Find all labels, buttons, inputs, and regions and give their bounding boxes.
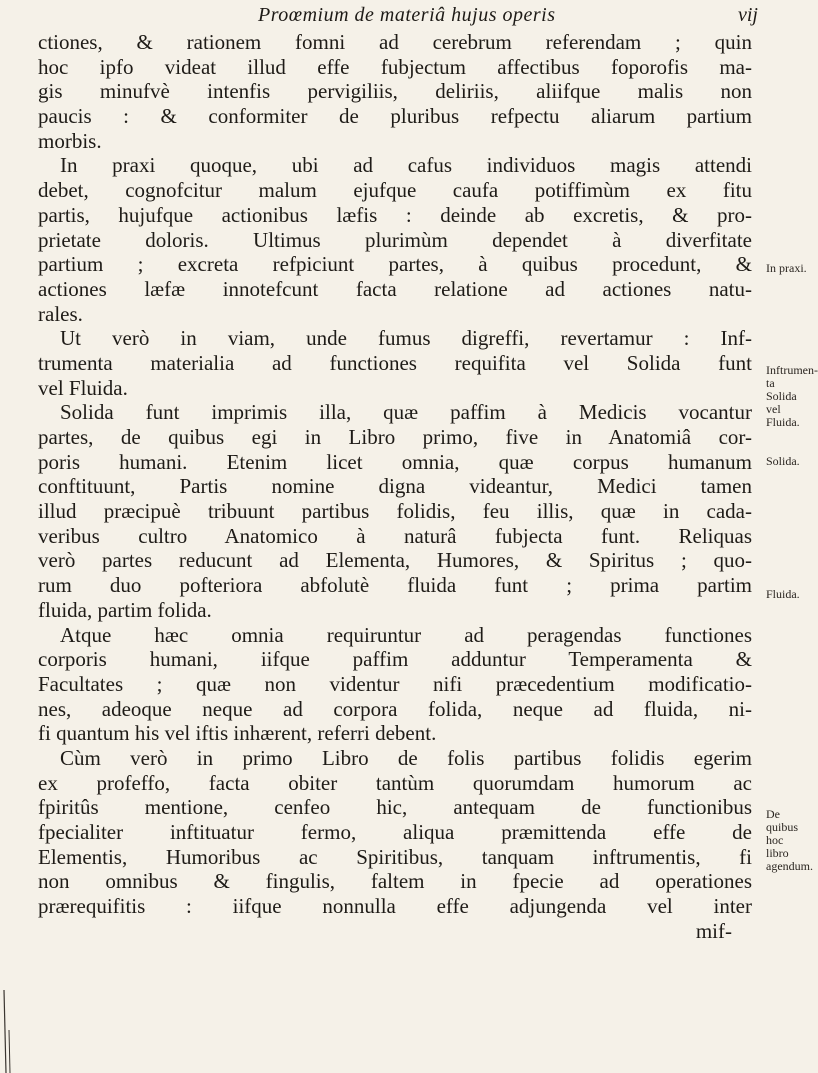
text-line: Atque hæc omnia requiruntur ad peragendas functiones bbox=[60, 622, 752, 647]
text-line: poris humani. Etenim licet omnia, quæ corpus humanum bbox=[38, 449, 752, 474]
text-line: fpiritûs mentione, cenfeo hic, antequam de functionibus bbox=[38, 795, 752, 820]
text-line: vel Fluida. bbox=[38, 375, 128, 400]
margin-note: Solida. bbox=[766, 454, 800, 468]
text-line: gis minufvè intenfis pervigiliis, deliriis, aliifque malis non bbox=[38, 79, 752, 104]
running-head: Proœmium de materiâ hujus operis bbox=[258, 4, 556, 26]
text-line: fi quantum his vel iftis inhærent, referri debent. bbox=[38, 721, 437, 746]
margin-note: Inftrumen- ta Solida vel Fluida. bbox=[766, 363, 818, 429]
text-line: Ut verò in viam, unde fumus digreffi, revertamur : Inf- bbox=[60, 326, 752, 351]
text-line: rum duo pofteriora abfolutè fluida funt ; prima partim bbox=[38, 573, 752, 598]
text-line: non omnibus & fingulis, faltem in fpecie ad operationes bbox=[38, 869, 752, 894]
text-line: fluida, partim folida. bbox=[38, 597, 212, 622]
text-line: actiones læfæ innotefcunt facta relatione ad actiones natu- bbox=[38, 276, 752, 301]
text-line: debet, cognofcitur malum ejufque caufa potiffimùm ex fitu bbox=[38, 178, 752, 203]
text-line: illud præcipuè tribuunt partibus folidis, feu illis, quæ in cada- bbox=[38, 499, 752, 524]
text-line: verò partes reducunt ad Elementa, Humores, & Spiritus ; quo- bbox=[38, 548, 752, 573]
margin-note: In praxi. bbox=[766, 261, 807, 275]
page-edge-shadow bbox=[0, 990, 14, 1073]
text-line: fpecialiter inftituatur fermo, aliqua præmittenda effe de bbox=[38, 820, 752, 844]
text-line: ex profeffo, facta obiter tantùm quorumdam humorum ac bbox=[38, 770, 752, 795]
text-line: rales. bbox=[38, 301, 83, 326]
text-line: corporis humani, iifque paffim adduntur Temperamenta & bbox=[38, 647, 752, 672]
page-number: vij bbox=[738, 4, 758, 26]
margin-note: Fluida. bbox=[766, 587, 800, 601]
text-line: prietate doloris. Ultimus plurimùm dependet à diverfitate bbox=[38, 227, 752, 252]
text-line: paucis : & conformiter de pluribus refpectu aliarum partium bbox=[38, 104, 752, 129]
text-line: ctiones, & rationem fomni ad cerebrum referendam ; quin bbox=[38, 30, 752, 54]
body-text bbox=[38, 30, 752, 943]
text-line: trumenta materialia ad functiones requifita vel Solida funt bbox=[38, 350, 752, 375]
catchword: mif- bbox=[695, 918, 732, 943]
text-line: In praxi quoque, ubi ad cafus individuos magis attendi bbox=[60, 153, 752, 178]
text-line: morbis. bbox=[38, 128, 102, 153]
text-line: veribus cultro Anatomico à naturâ fubjecta funt. Reliquas bbox=[38, 523, 752, 548]
text-line: Facultates ; quæ non videntur nifi præcedentium modificatio- bbox=[38, 671, 752, 696]
text-line: prærequifitis : iifque nonnulla effe adjungenda vel inter bbox=[38, 894, 752, 919]
text-line: partium ; excreta refpiciunt partes, à quibus procedunt, & bbox=[38, 252, 752, 277]
text-line: hoc ipfo videat illud effe fubjectum affectibus foporofis ma- bbox=[38, 54, 752, 79]
text-line: partis, hujufque actionibus læfis : deinde ab excretis, & pro- bbox=[38, 202, 752, 227]
text-line: partes, de quibus egi in Libro primo, five in Anatomiâ cor- bbox=[38, 425, 752, 449]
text-line: nes, adeoque neque ad corpora folida, neque ad fluida, ni- bbox=[38, 696, 752, 721]
text-line: Elementis, Humoribus ac Spiritibus, tanquam inftrumentis, fi bbox=[38, 844, 752, 869]
text-line: conftituunt, Partis nomine digna videantur, Medici tamen bbox=[38, 474, 752, 499]
margin-note: De quibus hoc libro agendum. bbox=[766, 807, 813, 873]
text-line: Cùm verò in primo Libro de folis partibus folidis egerim bbox=[60, 745, 752, 770]
text-line: Solida funt imprimis illa, quæ paffim à Medicis vocantur bbox=[60, 400, 752, 425]
